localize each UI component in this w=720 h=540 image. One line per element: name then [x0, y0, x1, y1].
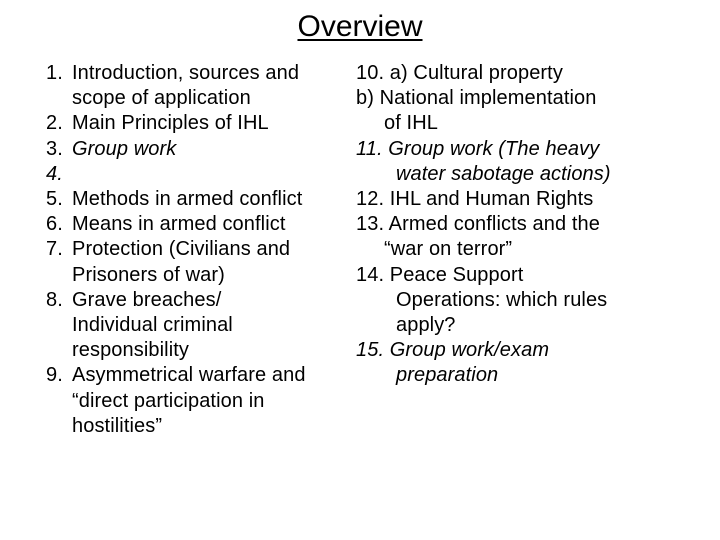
agenda-item-line: preparation: [396, 364, 499, 387]
agenda-item-line: 15. Group work/exam: [356, 339, 550, 362]
agenda-item-line: Protection (Civilians and: [72, 238, 291, 261]
agenda-item-text: [72, 162, 346, 187]
agenda-item-text: [72, 187, 346, 212]
agenda-item-text: [72, 212, 346, 237]
agenda-item-8: [46, 288, 346, 364]
agenda-item-number: 5.: [46, 188, 63, 211]
agenda-item-line: Individual criminal: [72, 314, 233, 337]
slide-title: [0, 8, 720, 46]
agenda-item-line: Grave breaches/: [72, 288, 222, 311]
agenda-item-text: [72, 61, 346, 111]
agenda-item-line: Introduction, sources and: [72, 62, 300, 84]
agenda-item-line: 12. IHL and Human Rights: [356, 188, 594, 211]
agenda-item-number: 1.: [46, 62, 63, 84]
agenda-item-number: 2.: [46, 112, 63, 135]
left-agenda-list: [46, 61, 346, 439]
agenda-item-number: 4.: [46, 162, 63, 185]
agenda-item-12: [356, 187, 656, 212]
agenda-item-line: 14. Peace Support: [356, 263, 524, 286]
agenda-item-line: Means in armed conflict: [72, 213, 286, 236]
agenda-item-line: 13. Armed conflicts and the: [356, 213, 600, 236]
agenda-item-line: b) National implementation: [356, 87, 597, 110]
agenda-item-text: [72, 137, 346, 162]
agenda-item-line: [72, 162, 346, 187]
agenda-item-text: [72, 363, 346, 439]
agenda-item-text: [72, 111, 346, 136]
agenda-item-number: 8.: [46, 288, 63, 311]
agenda-item-line: Main Principles of IHL: [72, 112, 269, 135]
agenda-item-14: [356, 263, 656, 339]
agenda-item-line: Group work: [72, 137, 177, 160]
agenda-item-7: [46, 237, 346, 287]
right-agenda-list: [356, 61, 656, 389]
agenda-item-number: 7.: [46, 238, 63, 261]
agenda-item-line: of IHL: [384, 112, 438, 135]
agenda-item-15: [356, 338, 656, 388]
slide-title-text: Overview: [297, 10, 423, 43]
agenda-item-line: water sabotage actions): [396, 162, 611, 185]
agenda-item-number: 3.: [46, 137, 63, 160]
agenda-item-5: [46, 187, 346, 212]
agenda-item-3: [46, 137, 346, 162]
agenda-item-line: Methods in armed conflict: [72, 188, 303, 211]
agenda-item-4: [46, 162, 346, 187]
agenda-item-line: Operations: which rules: [396, 288, 608, 311]
agenda-item-line: “war on terror”: [384, 238, 513, 261]
agenda-item-6: [46, 212, 346, 237]
agenda-item-line: “direct participation in: [72, 389, 265, 412]
agenda-item-11: [356, 137, 656, 187]
agenda-item-2: [46, 111, 346, 136]
agenda-item-line: 10. a) Cultural property: [356, 62, 563, 84]
agenda-item-text: [72, 237, 346, 287]
agenda-item-13: [356, 212, 656, 262]
agenda-item-10a: [356, 61, 656, 86]
agenda-item-number: 6.: [46, 213, 63, 236]
agenda-item-text: [72, 288, 346, 364]
agenda-item-1: [46, 61, 346, 111]
agenda-item-line: 11. Group work (The heavy: [356, 137, 600, 160]
agenda-item-line: apply?: [396, 314, 456, 337]
agenda-item-10b: [356, 86, 656, 136]
agenda-item-line: hostilities”: [72, 414, 163, 437]
agenda-item-number: 9.: [46, 364, 63, 387]
agenda-item-line: Asymmetrical warfare and: [72, 364, 306, 387]
agenda-item-line: Prisoners of war): [72, 263, 225, 286]
agenda-item-9: [46, 363, 346, 439]
agenda-item-line: responsibility: [72, 339, 190, 362]
agenda-item-line: scope of application: [72, 87, 251, 110]
